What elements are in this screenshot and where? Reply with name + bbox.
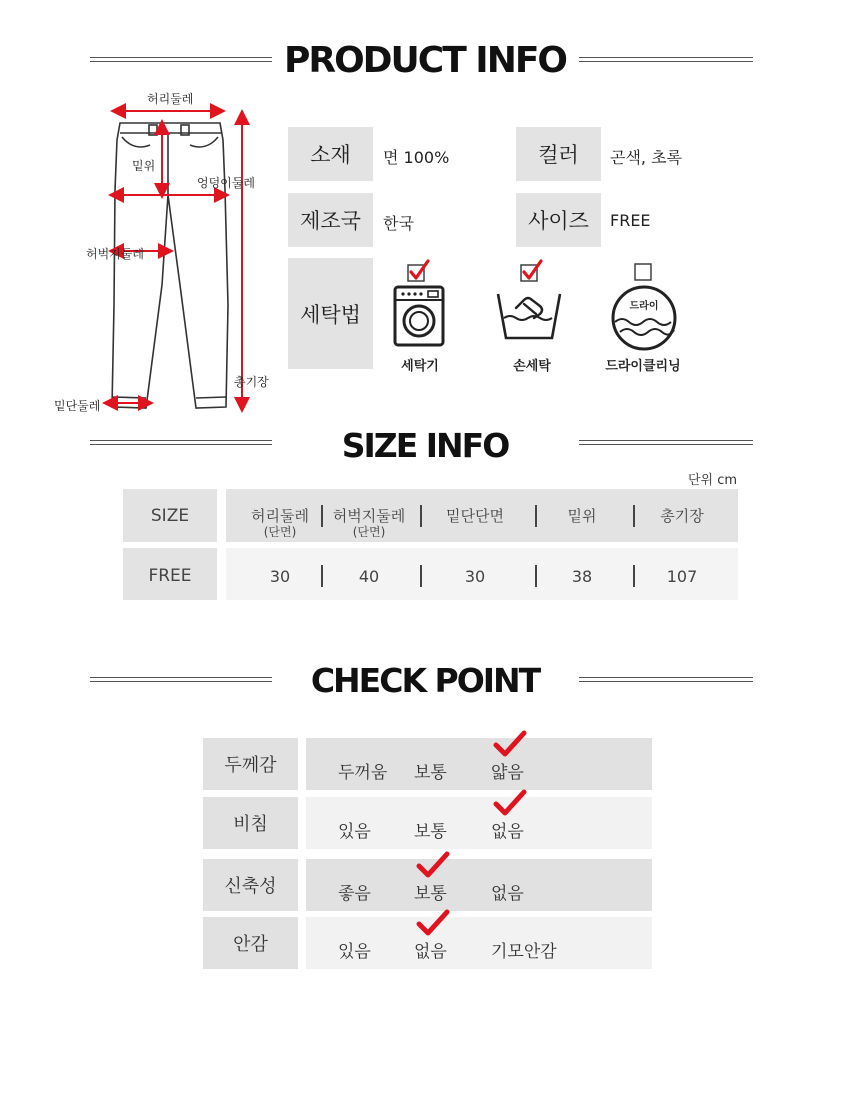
color-value: 곤색, 초록 [610, 148, 682, 167]
material-label: 소재 [288, 127, 373, 181]
check-mark-icon [416, 909, 450, 937]
size-col-length: 총기장 [660, 507, 704, 525]
thigh-label: 허벅지둘레 [86, 247, 144, 261]
dry-clean-badge: 드라이 [629, 301, 659, 312]
size-row-sep [633, 565, 635, 587]
check-point-label: 비침 [203, 797, 298, 849]
size-row-label: FREE [148, 566, 192, 586]
size-row-sep [420, 565, 422, 587]
size-col-sep [420, 505, 422, 527]
check-point-option-selected: 없음 [414, 942, 447, 962]
check-point-label: 두께감 [203, 738, 298, 790]
check-mark-icon [493, 730, 527, 758]
wash-label: 세탁법 [288, 258, 373, 369]
color-label: 컬러 [516, 127, 601, 181]
size-value-waist: 30 [269, 567, 291, 586]
hem-label: 밑단둘레 [54, 399, 101, 413]
rise-label: 밑위 [132, 159, 156, 173]
waist-label: 허리둘레 [147, 92, 194, 106]
check-point-option: 보통 [414, 763, 447, 783]
check-point-option: 보통 [414, 822, 447, 842]
check-point-title: CHECK POINT [310, 661, 540, 700]
check-point-option: 두꺼움 [338, 763, 388, 783]
size-col-rise: 밑위 [567, 507, 597, 525]
pants-outline [112, 123, 228, 408]
dry-clean-icon [610, 284, 678, 352]
size-row-sep [321, 565, 323, 587]
size-header-label: SIZE [150, 506, 190, 526]
size-col-sep [633, 505, 635, 527]
check-point-label: 안감 [203, 917, 298, 969]
checkbox-dry-clean-unchecked-icon [633, 262, 653, 282]
checkpoint-rule-right [579, 677, 753, 682]
checkbox-hand-wash-checked-icon [519, 259, 545, 283]
check-point-option: 기모안감 [491, 942, 557, 962]
size-row-sep [535, 565, 537, 587]
origin-label: 제조국 [288, 193, 373, 247]
size-value-length: 107 [666, 567, 698, 586]
size-rule-right [579, 440, 753, 445]
check-point-option: 좋음 [338, 884, 371, 904]
wash-option-label-machine: 세탁기 [401, 359, 439, 374]
wash-option-label-hand: 손세탁 [513, 359, 551, 374]
check-mark-icon [416, 851, 450, 879]
check-point-option: 없음 [491, 884, 524, 904]
size-col-hem: 밑단단면 [446, 507, 504, 525]
size-value-thigh: 40 [358, 567, 380, 586]
check-point-option-selected: 얇음 [491, 763, 524, 783]
check-point-option-selected: 보통 [414, 884, 447, 904]
material-value: 면 100% [383, 148, 450, 167]
wash-option-label-dry: 드라이클리닝 [605, 359, 681, 374]
size-value-hem: 30 [464, 567, 486, 586]
check-point-option: 있음 [338, 942, 371, 962]
checkbox-washing-machine-checked-icon [406, 259, 432, 283]
size-col-thigh: 허벅지둘레 (단면) [332, 507, 406, 539]
size-col-sep [321, 505, 323, 527]
size-unit: 단위 cm [688, 473, 738, 488]
hand-wash-icon [494, 288, 564, 346]
size-col-waist: 허리둘레 (단면) [251, 507, 309, 539]
size-info-title: SIZE INFO [341, 426, 509, 465]
check-point-label: 신축성 [203, 859, 298, 911]
size-value: FREE [610, 211, 651, 230]
check-mark-icon [493, 789, 527, 817]
size-col-sep [535, 505, 537, 527]
hip-label: 엉덩이둘레 [197, 176, 255, 190]
size-value-rise: 38 [571, 567, 593, 586]
total-length-label: 총기장 [234, 375, 269, 389]
title-rule-right [579, 57, 753, 62]
check-point-option: 있음 [338, 822, 371, 842]
product-info-title: PRODUCT INFO [283, 40, 567, 81]
origin-value: 한국 [383, 214, 414, 233]
check-point-option-selected: 없음 [491, 822, 524, 842]
washing-machine-icon [392, 284, 446, 348]
size-label: 사이즈 [516, 193, 601, 247]
